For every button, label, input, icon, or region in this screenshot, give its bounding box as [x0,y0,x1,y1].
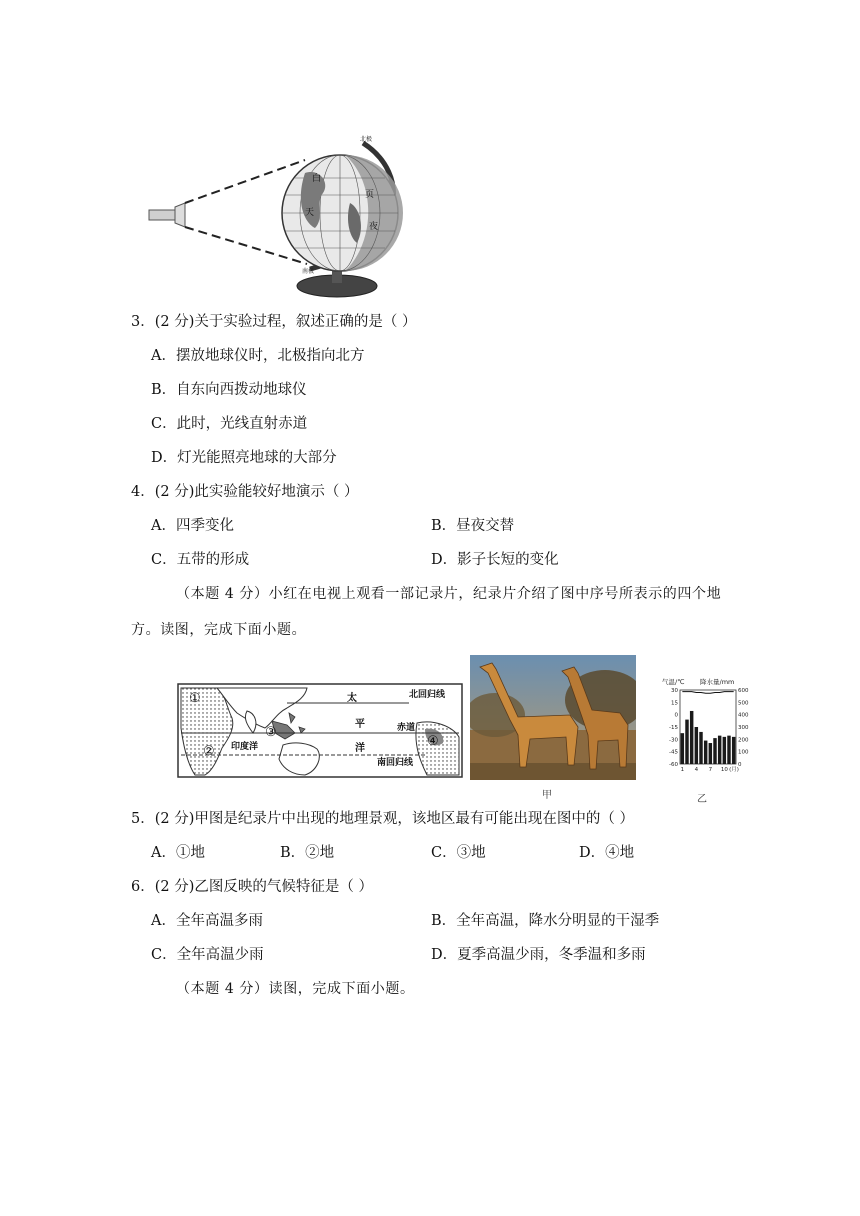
world-map [177,683,463,778]
map-marker-4: ④ [427,734,439,749]
climate-precip-bar [732,737,735,764]
climate-chart [660,676,754,778]
question-4-stem: 4．(2 分)此实验能较好地演示（ ） [131,484,359,500]
climate-precip-tick-label: 600 [738,688,749,694]
question-3-option-d[interactable]: D．灯光能照亮地球的大部分 [151,450,337,466]
map-marker-2: ② [203,744,215,759]
question-4-option-b[interactable]: B．昼夜交替 [431,518,515,534]
map-label-pacific-2: 平 [355,719,365,730]
question-5-option-b[interactable]: B．②地 [280,845,335,861]
question-6-option-d[interactable]: D．夏季高温少雨，冬季温和多雨 [431,947,646,963]
climate-precip-tick-label: 200 [738,737,749,744]
giraffe-photo [470,655,636,780]
climate-precip-bar [699,732,702,764]
globe-map-label: 天 [305,208,315,218]
question-6-option-c[interactable]: C．全年高温少雨 [151,947,264,963]
climate-precip-bar [685,720,688,764]
climate-precip-bar [695,727,698,764]
climate-chart-caption: 乙 [697,794,707,805]
climate-precip-tick-label: 500 [738,700,749,707]
climate-month-tick-label: 7 [708,767,713,773]
map-label-pacific-1: 太 [347,693,357,704]
question-4-option-c[interactable]: C．五带的形成 [151,552,250,568]
climate-month-tick-label: 10 [720,767,728,773]
question-3-option-a[interactable]: A．摆放地球仪时，北极指向北方 [151,348,365,364]
globe-map-label: 夜 [369,222,379,232]
map-label-south-tropic: 南回归线 [377,758,414,768]
climate-temp-tick-label: -60 [669,762,678,768]
globe-label-south: 南极 [302,268,315,275]
question-5-option-c[interactable]: C．③地 [431,845,486,861]
question-5-stem: 5．(2 分)甲图是纪录片中出现的地理景观，该地区最有可能出现在图中的（ ） [131,811,634,827]
climate-temp-line [682,692,733,694]
intro-paragraph-line-1: （本题 4 分）小红在电视上观看一部记录片，纪录片介绍了图中序号所表示的四个地 [176,586,722,602]
climate-precip-tick-label: 0 [738,762,742,768]
question-3-stem: 3．(2 分)关于实验过程，叙述正确的是（ ） [131,314,417,330]
climate-precip-tick-label: 100 [738,749,749,756]
flashlight-head [175,203,185,227]
climate-temp-tick-label: -30 [669,737,678,744]
climate-precip-bar [690,711,693,764]
question-4-option-a[interactable]: A．四季变化 [151,518,234,534]
climate-month-tick-label: (月) [729,767,739,773]
climate-precip-bar [718,736,721,764]
question-3-option-b[interactable]: B．自东向西拨动地球仪 [151,382,307,398]
map-label-north-tropic: 北回归线 [409,690,446,700]
climate-precip-tick-label: 400 [738,712,749,719]
map-label-indian-ocean: 印度洋 [231,742,259,752]
climate-precip-bar [704,741,707,764]
climate-month-tick-label: 4 [694,767,699,773]
globe-map-label: 白 [312,174,322,184]
flashlight-body [149,210,175,220]
intro-paragraph-2: （本题 4 分）读图，完成下面小题。 [176,981,415,997]
climate-month-tick-label: 1 [680,767,685,773]
map-label-pacific-3: 洋 [355,743,365,754]
climate-temp-header: 气温/℃ [662,678,685,686]
climate-temp-tick-label: 0 [674,712,678,719]
climate-temp-tick-label: -45 [669,749,678,756]
climate-precip-bar [681,733,684,764]
climate-temp-tick-label: 30 [671,688,678,694]
question-5-option-a[interactable]: A．①地 [151,845,205,861]
climate-precip-header: 降水量/mm [700,678,735,686]
question-6-option-b[interactable]: B．全年高温，降水分明显的干湿季 [431,913,660,929]
question-3-option-c[interactable]: C．此时，光线直射赤道 [151,416,308,432]
globe-illustration [145,133,410,303]
giraffe-photo-caption: 甲 [542,790,552,801]
question-6-option-a[interactable]: A．全年高温多雨 [151,913,263,929]
question-5-option-d[interactable]: D．④地 [579,845,635,861]
climate-temp-tick-label: -15 [669,725,678,731]
climate-precip-bar [723,737,726,764]
climate-temp-tick-label: 15 [671,700,678,707]
question-4-option-d[interactable]: D．影子长短的变化 [431,552,559,568]
intro-paragraph-line-2: 方。读图，完成下面小题。 [131,622,307,638]
globe-label-north: 北极 [360,136,373,143]
map-marker-3: ③ [265,725,277,740]
question-6-stem: 6．(2 分)乙图反映的气候特征是（ ） [131,879,373,895]
globe-map-label: 页 [365,190,375,200]
climate-precip-bar [709,743,712,764]
map-label-equator: 赤道 [397,723,416,733]
map-marker-1: ① [189,691,201,706]
climate-precip-bar [713,738,716,764]
climate-precip-bar [727,736,730,764]
climate-precip-tick-label: 300 [738,725,749,731]
